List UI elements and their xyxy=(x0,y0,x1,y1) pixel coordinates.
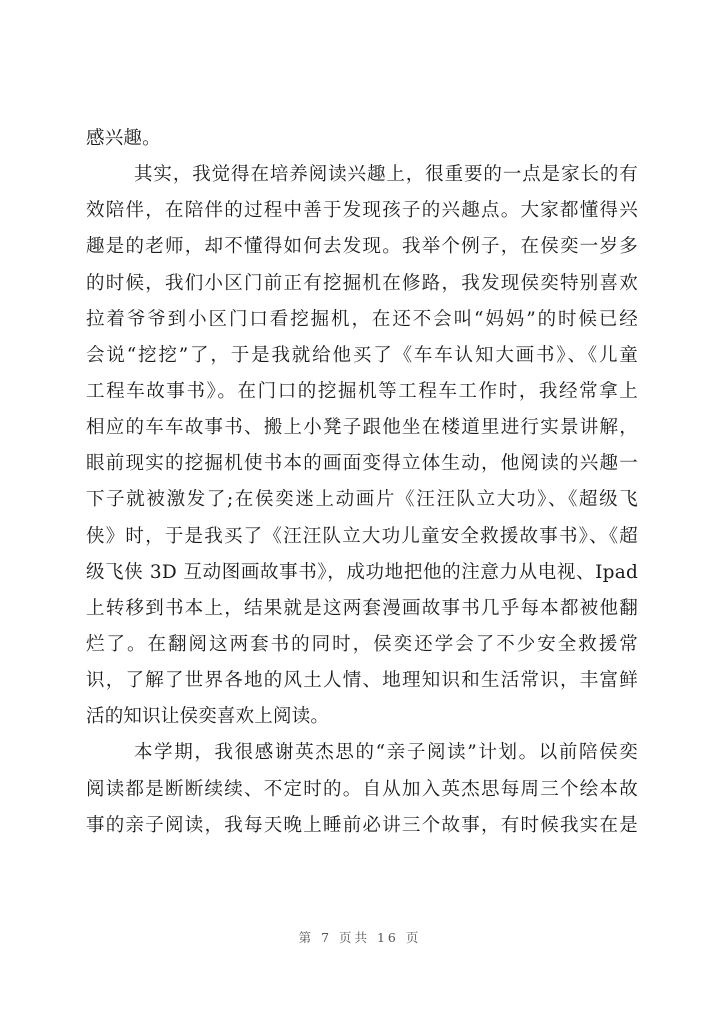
text-line: 下子就被激发了;在侯奕迷上动画片《汪汪队立大功》、《超级飞 xyxy=(86,489,638,511)
text-line: 工程车故事书》。在门口的挖掘机等工程车工作时，我经常拿上 xyxy=(86,380,638,402)
text-line: 识，了解了世界各地的风土人情、地理知识和生活常识，丰富鲜 xyxy=(86,670,638,692)
document-body xyxy=(86,121,638,844)
text-line: 的时候，我们小区门前正有挖掘机在修路，我发现侯奕特别喜欢 xyxy=(86,272,638,294)
text-line: 级飞侠 3D 互动图画故事书》，成功地把他的注意力从电视、Ipad xyxy=(86,561,638,583)
text-line: 活的知识让侯奕喜欢上阅读。 xyxy=(86,706,330,728)
text-line: 上转移到书本上，结果就是这两套漫画故事书几乎每本都被他翻 xyxy=(86,597,638,619)
text-line: 其实，我觉得在培养阅读兴趣上，很重要的一点是家长的有 xyxy=(134,164,638,186)
text-line: 事的亲子阅读，我每天晚上睡前必讲三个故事，有时候我实在是 xyxy=(86,814,638,836)
text-line: 本学期，我很感谢英杰思的“亲子阅读”计划。以前陪侯奕 xyxy=(134,742,638,764)
text-line: 趣是的老师，却不懂得如何去发现。我举个例子，在侯奕一岁多 xyxy=(86,236,638,258)
text-line: 会说“挖挖”了，于是我就给他买了《车车认知大画书》、《儿童 xyxy=(86,344,638,366)
text-line: 阅读都是断断续续、不定时的。自从加入英杰思每周三个绘本故 xyxy=(86,778,638,800)
text-line: 拉着爷爷到小区门口看挖掘机，在还不会叫“妈妈”的时候已经 xyxy=(86,308,638,330)
text-line: 相应的车车故事书、搬上小凳子跟他坐在楼道里进行实景讲解， xyxy=(86,417,638,439)
text-line: 侠》时，于是我买了《汪汪队立大功儿童安全救援故事书》、《超 xyxy=(86,525,638,547)
text-line: 效陪伴，在陪伴的过程中善于发现孩子的兴趣点。大家都懂得兴 xyxy=(86,200,638,222)
text-line: 感兴趣。 xyxy=(86,128,161,149)
text-line: 烂了。在翻阅这两套书的同时，侯奕还学会了不少安全救援常 xyxy=(86,633,638,655)
text-line: 眼前现实的挖掘机使书本的画面变得立体生动，他阅读的兴趣一 xyxy=(86,453,638,475)
page-number-footer: 第 7 页共 16 页 xyxy=(298,930,422,945)
